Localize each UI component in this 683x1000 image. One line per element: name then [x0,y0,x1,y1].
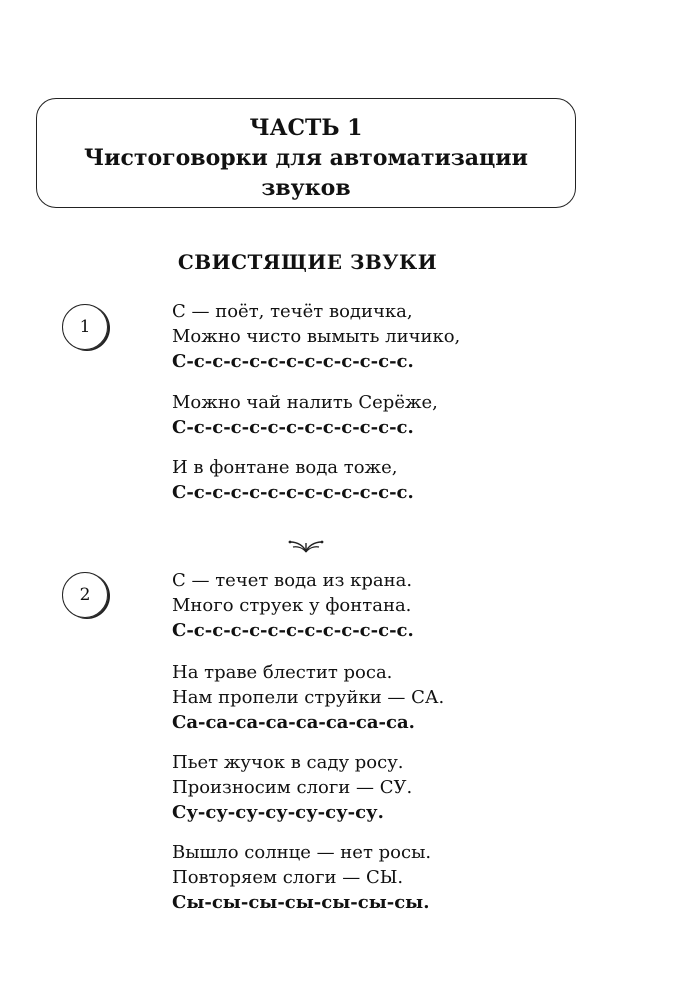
verse-sound-line: С-с-с-с-с-с-с-с-с-с-с-с-с. [172,351,414,372]
stanza [172,568,414,643]
verse-sound-line: Са-са-са-са-са-са-са-са. [172,712,415,733]
verse-line: С — течет вода из крана. [172,570,413,591]
stanza [172,750,412,825]
verse-sound-line: С-с-с-с-с-с-с-с-с-с-с-с-с. [172,482,414,503]
verse-sound-line: Сы-сы-сы-сы-сы-сы-сы. [172,892,430,913]
verse-line: Пьет жучок в саду росу. [172,752,404,773]
exercise-number-badge: 2 [62,572,108,618]
verse-sound-line: Су-су-су-су-су-су-су. [172,802,384,823]
verse-line: На траве блестит роса. [172,662,393,683]
stanza [172,840,431,915]
stanza [172,660,444,735]
verse-sound-line: С-с-с-с-с-с-с-с-с-с-с-с-с. [172,417,414,438]
verse-line: Нам пропели струйки — СА. [172,687,445,708]
chapter-header-box [36,98,576,208]
stanza [172,455,414,505]
verse-line: Можно чисто вымыть личико, [172,326,461,347]
verse-line: И в фонтане вода тоже, [172,457,398,478]
exercise-number-badge: 1 [62,304,108,350]
verse-line: С — поёт, течёт водичка, [172,301,413,322]
verse-line: Произносим слоги — СУ. [172,777,413,798]
stanza [172,390,438,440]
section-title: СВИСТЯЩИЕ ЗВУКИ [177,250,438,274]
verse-sound-line: С-с-с-с-с-с-с-с-с-с-с-с-с. [172,620,414,641]
verse-line: Повторяем слоги — СЫ. [172,867,404,888]
verse-line: Можно чай налить Серёже, [172,392,438,413]
ornament-divider-icon [286,538,326,554]
chapter-title-line-1: Чистоговорки для автоматизации [84,145,528,171]
verse-line: Вышло солнце — нет росы. [172,842,432,863]
chapter-title-line-2: звуков [261,175,351,201]
verse-line: Много струек у фонтана. [172,595,412,616]
chapter-part: ЧАСТЬ 1 [249,115,363,141]
stanza [172,299,460,374]
